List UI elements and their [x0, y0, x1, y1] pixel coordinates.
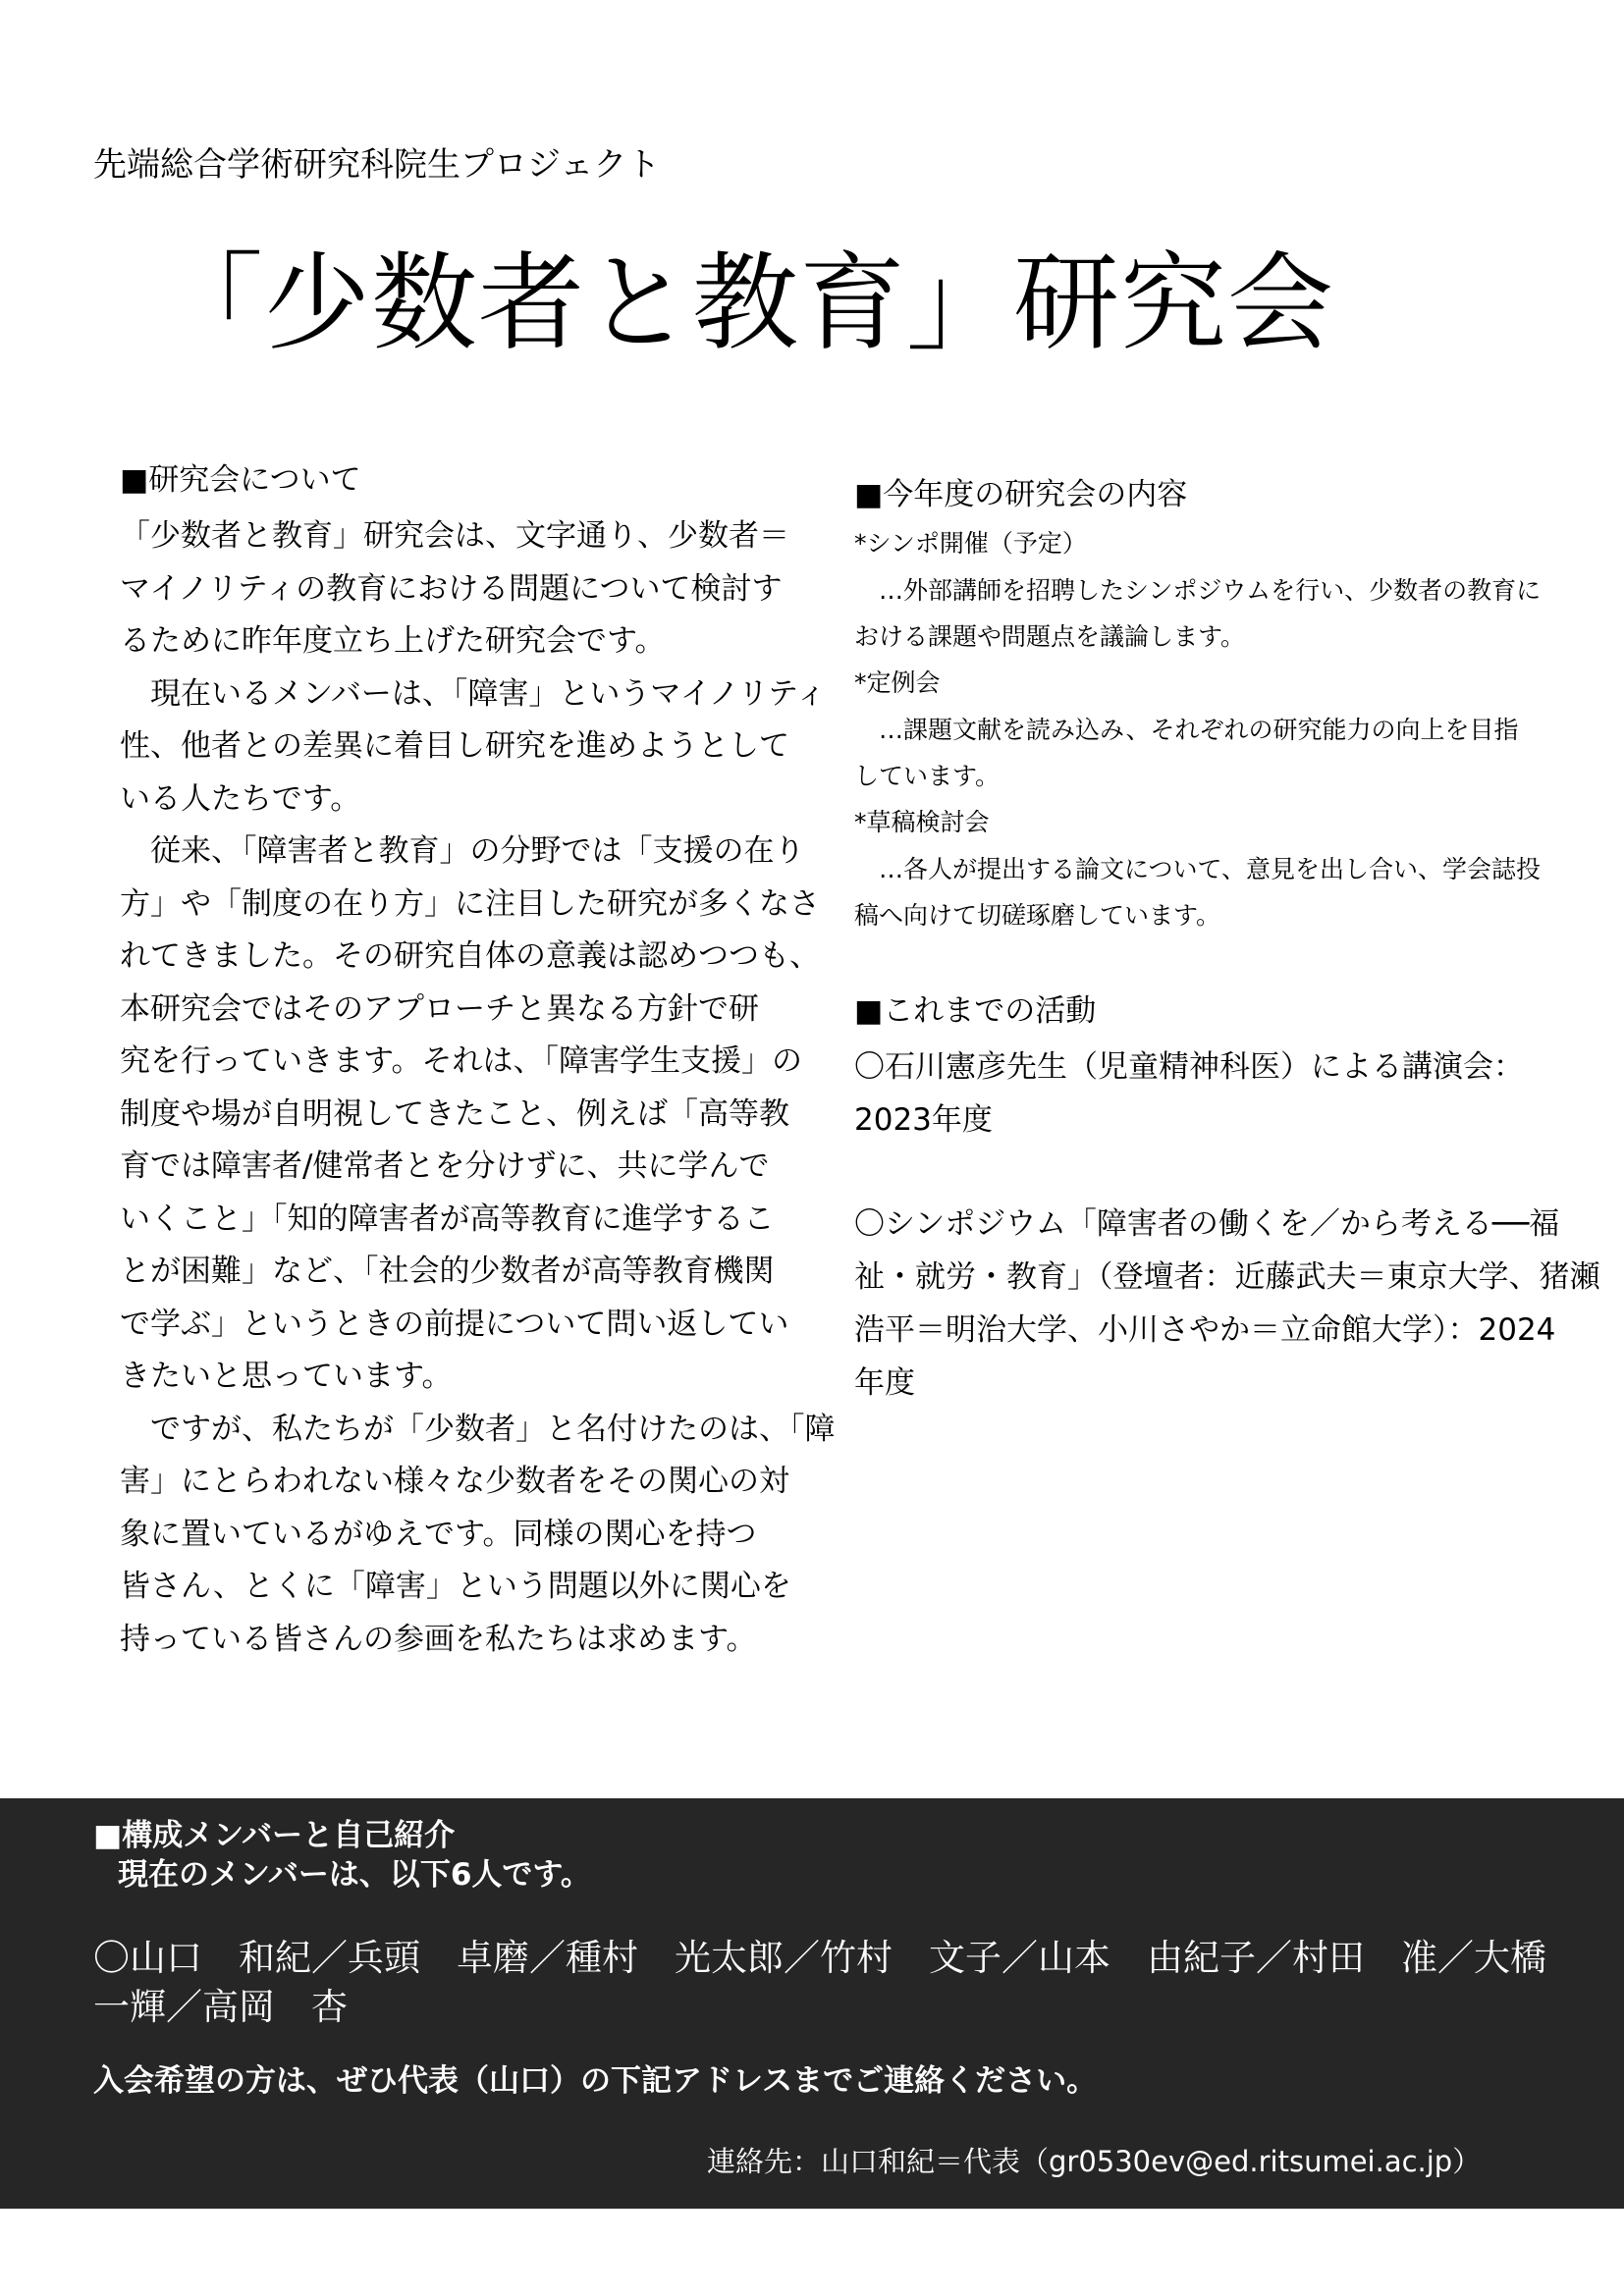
about-paragraph-3 [120, 826, 820, 1404]
item-description [854, 567, 1561, 660]
text-line: 本研究会ではそのアプローチと異なる方針で研 [120, 990, 759, 1027]
right-column [854, 475, 1600, 1410]
text-line: 〇シンポジウム「障害者の働くを／から考える──福 [854, 1206, 1560, 1242]
members-heading: ■構成メンバーと自己紹介 [93, 1818, 456, 1853]
header-subtitle: 先端総合学術研究科院生プロジェクト [93, 145, 661, 185]
text-line: 性、他者との差異に着目し研究を進めようとして [120, 728, 789, 764]
about-section [120, 457, 836, 1666]
members-panel [0, 1798, 1624, 2209]
text-line: 「少数者と教育」研究会は、文字通り、少数者＝ [120, 518, 789, 554]
text-line: 制度や場が自明視してきたこと、例えば「高等教 [120, 1095, 789, 1132]
this-year-item [854, 799, 1561, 938]
text-line: 〇山口 和紀／兵頭 卓磨／種村 光太郎／竹村 文子／山本 由紀子／村田 准／大橋 [93, 1937, 1546, 1979]
text-line: 究を行っていきます。それは、「障害学生支援」の [120, 1043, 803, 1079]
text-line: 方」や「制度の在り方」に注目した研究が多くなさ [120, 885, 820, 922]
item-description [854, 846, 1561, 938]
about-paragraph-2 [120, 668, 827, 827]
text-line: …各人が提出する論文について、意見を出し合い、学会誌投 [854, 855, 1542, 883]
text-line: 祉・就労・教育」（登壇者：近藤武夫＝東京大学、猪瀬 [854, 1259, 1600, 1295]
text-line: 2023年度 [854, 1102, 993, 1138]
text-line: 〇石川憲彦先生（児童精神科医）による講演会： [854, 1049, 1524, 1085]
text-line: 年度 [854, 1365, 915, 1401]
text-line: マイノリティの教育における問題について検討す [120, 570, 783, 607]
text-line: とが困難」など、「社会的少数者が高等教育機関 [120, 1254, 775, 1289]
this-year-item [854, 520, 1561, 660]
members-intro: 現在のメンバーは、以下6人です。 [118, 1857, 591, 1893]
text-line: るために昨年度立ち上げた研究会です。 [120, 623, 666, 659]
text-line: 皆さん、とくに「障害」という問題以外に関心を [120, 1569, 791, 1604]
text-line: 持っている皆さんの参画を私たちは求めます。 [120, 1621, 757, 1657]
text-line: …外部講師を招聘したシンポジウムを行い、少数者の教育に [854, 576, 1542, 605]
text-line: 浩平＝明治大学、小川さやか＝立命館大学）：2024 [854, 1312, 1556, 1348]
activities-heading: ■これまでの活動 [854, 993, 1097, 1029]
item-label: *草稿検討会 [854, 808, 990, 836]
text-line: …課題文献を読み込み、それぞれの研究能力の向上を目指 [854, 716, 1519, 744]
page-title: 「少数者と教育」研究会 [157, 242, 1335, 365]
text-line: 現在いるメンバーは、「障害」というマイノリティ [120, 675, 827, 712]
about-paragraph-4 [120, 1404, 836, 1667]
members-list [93, 1934, 1546, 2032]
text-line: 象に置いているがゆえです。同様の関心を持つ [120, 1516, 757, 1552]
text-line: ですが、私たちが「少数者」と名付けたのは、「障 [120, 1411, 836, 1447]
activity-item [854, 1198, 1600, 1410]
item-description [854, 707, 1561, 799]
text-line: きたいと思っています。 [120, 1359, 453, 1394]
text-line: 育では障害者/健常者とを分けずに、共に学んで [120, 1148, 770, 1184]
about-heading: ■研究会について [120, 462, 361, 498]
text-line: しています。 [854, 762, 1001, 790]
this-year-heading: ■今年度の研究会の内容 [854, 477, 1188, 512]
about-paragraph-1 [120, 510, 787, 668]
activity-item [854, 1041, 1561, 1147]
text-line: おける課題や問題点を議論します。 [854, 622, 1246, 651]
this-year-item [854, 660, 1561, 799]
text-line: 一輝／高岡 杏 [93, 1986, 348, 2028]
item-label: *シンポ開催（予定） [854, 529, 1087, 558]
text-line: 従来、「障害者と教育」の分野では「支援の在り [120, 833, 805, 869]
text-line: いる人たちです。 [120, 780, 361, 817]
text-line: れてきました。その研究自体の意義は認めつつも、 [120, 938, 820, 974]
text-line: いくこと」「知的障害者が高等教育に進学するこ [120, 1201, 775, 1237]
contact-info: 連絡先：山口和紀＝代表（gr0530ev@ed.ritsumei.ac.jp） [707, 2145, 1482, 2178]
text-line: 稿へ向けて切磋琢磨しています。 [854, 901, 1221, 930]
item-label: *定例会 [854, 668, 941, 697]
text-line: 害」にとらわれない様々な少数者をその関心の対 [120, 1464, 789, 1499]
join-message: 入会希望の方は、ぜひ代表（山口）の下記アドレスまでご連絡ください。 [93, 2063, 1098, 2099]
text-line: で学ぶ」というときの前提について問い返してい [120, 1306, 789, 1342]
